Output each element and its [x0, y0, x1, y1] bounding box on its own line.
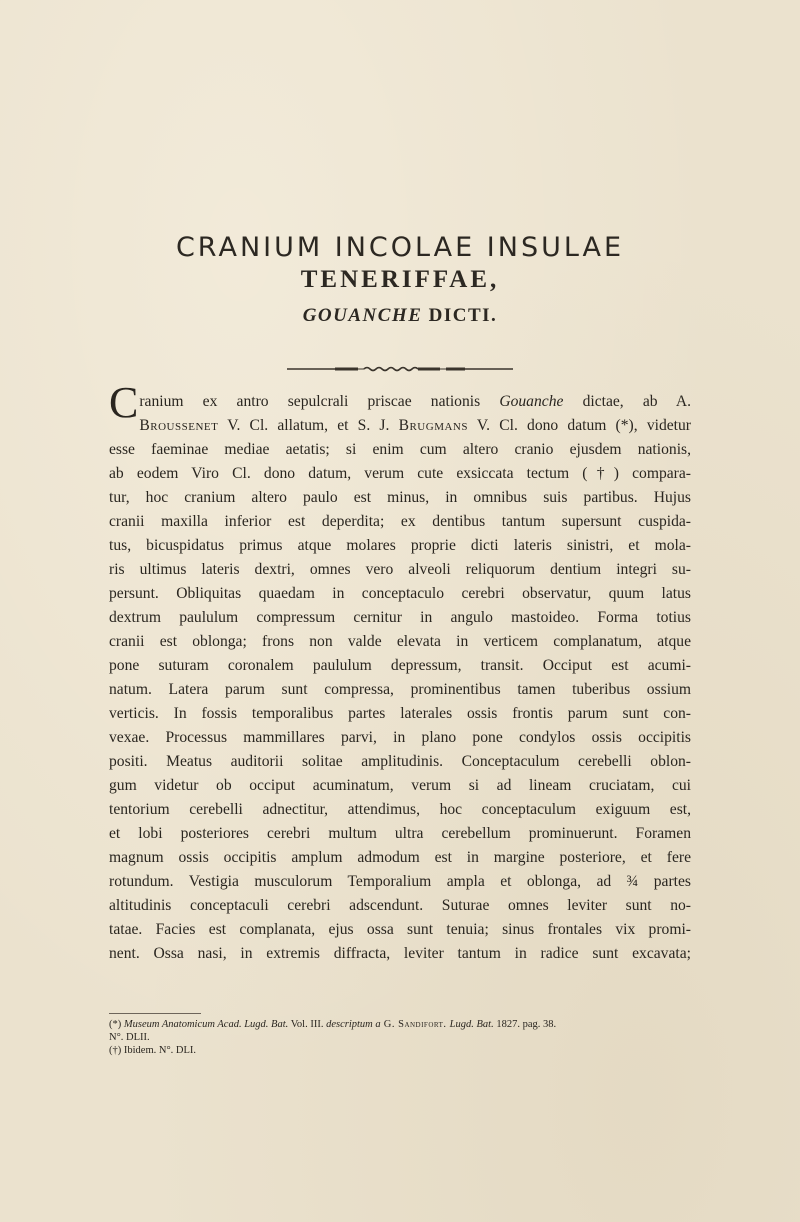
footnote-divider: [109, 1013, 201, 1014]
footnote-1: (*) Museum Anatomicum Acad. Lugd. Bat. Vol. III. descriptum a G. Sandifort. Lugd. Bat. 1827. pag. 38.: [109, 1019, 557, 1030]
text-line: cranii est oblonga; frons non valde elevata in verticem complanatum, atque: [109, 633, 691, 650]
footnote-1-cont: N°. DLII.: [109, 1032, 150, 1044]
text-line: positi. Meatus auditorii solitae amplitudinis. Conceptaculum cerebelli oblon-: [109, 753, 691, 770]
text-line: esse faeminae mediae aetatis; si enim cum altero cranio ejusdem nationis,: [109, 441, 691, 458]
footnote-2: (†) Ibidem. N°. DLI.: [109, 1045, 197, 1057]
text-line: tus, bicuspidatus primus atque molares proprie dicti lateris sinistri, et mola-: [109, 537, 691, 554]
text-line: cranii maxilla inferior est deperdita; ex dentibus tantum supersunt cuspida-: [109, 513, 691, 530]
text-line: tentorium cerebelli adnectitur, attendimus, hoc conceptaculum exiguum est,: [109, 801, 691, 818]
title-line-2: TENERIFFAE,: [300, 266, 500, 293]
main-paragraph: [109, 378, 692, 966]
ornament-rule-icon: [0, 364, 800, 374]
text-line: pone suturam coronalem paululum depressum, transit. Occiput est acumi-: [109, 657, 691, 674]
footnotes: [109, 1018, 691, 1058]
text-line: verticis. In fossis temporalibus partes laterales ossis frontis parum sunt con-: [109, 705, 691, 722]
text-line: et lobi posteriores cerebri multum ultra cerebellum prominuerunt. Foramen: [109, 825, 691, 842]
text-line: dextrum paululum compressum cernitur in angulo mastoideo. Forma totius: [109, 609, 691, 626]
text-line: Broussenet V. Cl. allatum, et S. J. Brugmans V. Cl. dono datum (*), videtur: [139, 417, 691, 434]
title-line-1: CRANIUM INCOLAE INSULAE: [175, 232, 625, 263]
text-line: ab eodem Viro Cl. dono datum, verum cute exsiccata tectum (†) compara-: [109, 465, 691, 482]
title-line-3: [0, 305, 800, 327]
text-line: rotundum. Vestigia musculorum Temporalium ampla et oblonga, ad ¾ partes: [109, 873, 691, 890]
drop-cap: C: [109, 378, 139, 427]
text-line: altitudinis conceptaculi cerebri adscendunt. Suturae omnes leviter sunt no-: [109, 897, 691, 914]
text-line: vexae. Processus mammillares parvi, in plano pone condylos ossis occipitis: [109, 729, 691, 746]
text-line: natum. Latera parum sunt compressa, prominentibus tamen tuberibus ossium: [109, 681, 691, 698]
text-line: magnum ossis occipitis amplum admodum est in margine posteriore, et fere: [109, 849, 691, 866]
text-line: Cranium ex antro sepulcrali priscae nationis Gouanche dictae, ab A.: [109, 378, 692, 427]
text-line: ris ultimus lateris dextri, omnes vero alveoli reliquorum dentium integri su-: [109, 561, 691, 578]
text-line: tatae. Facies est complanata, ejus ossa sunt tenuia; sinus frontales vix promi-: [109, 921, 691, 938]
text-line: tur, hoc cranium altero paulo est minus, in omnibus suis partibus. Hujus: [109, 489, 691, 506]
text-line: gum videtur ob occiput acuminatum, verum si ad lineam cruciatam, cui: [109, 777, 691, 794]
text-line: persunt. Obliquitas quaedam in conceptaculo cerebri observatur, quum latus: [109, 585, 691, 602]
text-line: nent. Ossa nasi, in extremis diffracta, leviter tantum in radice sunt excavata;: [109, 945, 691, 962]
title-gouanche: GOUANCHE: [302, 305, 423, 326]
title-dicti: DICTI.: [422, 305, 498, 326]
